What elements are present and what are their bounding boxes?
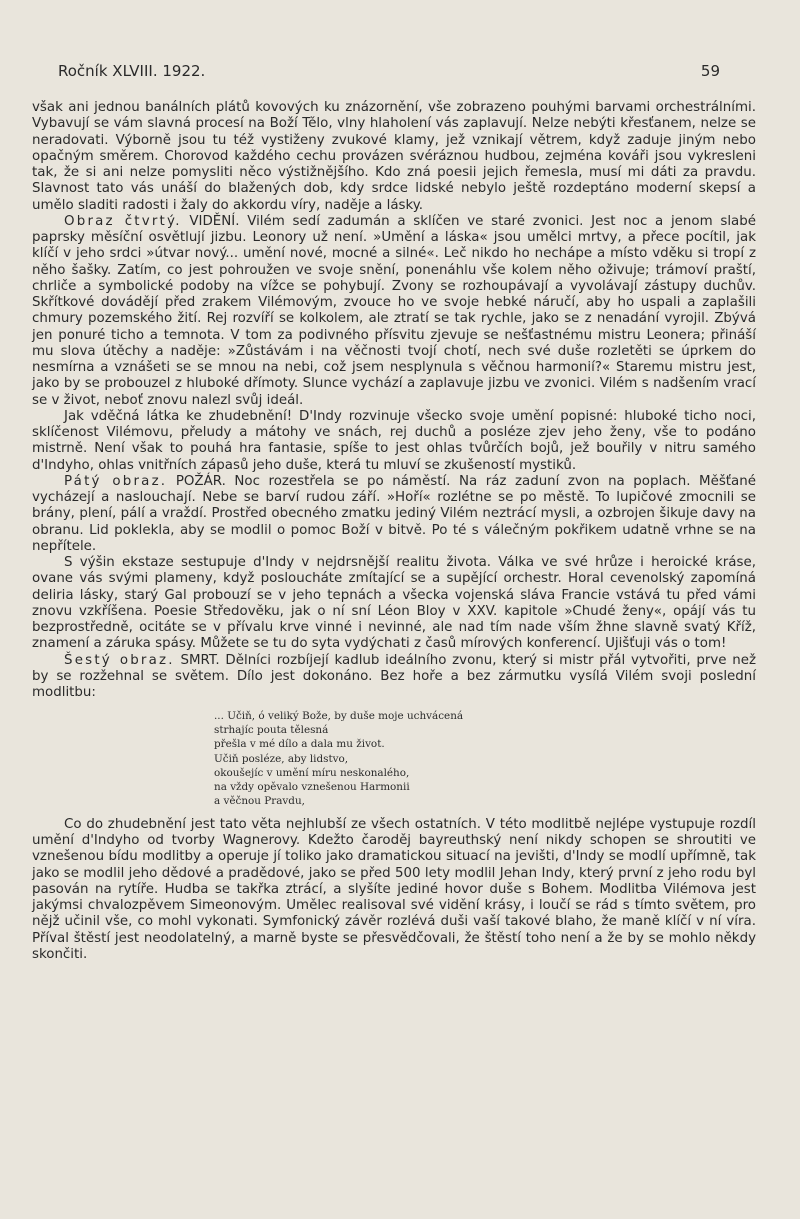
paragraph: [32, 474, 756, 555]
paragraph-text: Noc rozestřela se po náměstí. Na ráz zaduní zvon na poplach. Měšťané vycházejí a naslouchají. Nebe se barví rudou září. »Hoří« rozlétne se po městě. To lupičové zmocnili se brány, plení, pálí a vraždí. Prostřed obecného zmatku jediný Vilém neztrácí mysli, a ozbrojen šikuje davy na obranu. Lid poklekla, aby se modlil o pomoc Boží v bitvě. Po té s válečným pokřikem udatně vrhne se na nepřítele.: [32, 473, 756, 554]
section-title: VIDĚNÍ.: [189, 213, 240, 229]
poem-line: ... Učiň, ó veliký Bože, by duše moje uchvácená: [214, 710, 464, 723]
page-number: 59: [700, 62, 720, 80]
paragraph-text: Dělníci rozbíjejí kadlub ideálního zvonu, který si mistr přál vytvořiti, prve než by se rozžehnal se světem. Dílo jest dokonáno. Bez hoře a bez zármutku vysílá Vilém svoji poslední modlitbu:: [32, 652, 756, 700]
paragraph: [32, 409, 756, 474]
page-header: [58, 62, 720, 80]
paragraph: [32, 817, 756, 963]
paragraph-text: Co do zhudebnění jest tato věta nejhlubší ze všech ostatních. V této modlitbě nejlépe vystupuje rozdíl umění d'Indyho od tvorby Wagnerovy. Kdežto čaroděj bayreuthský není nikdy schopen se shroutiti ve vznešenou bídu modlitby a operuje jí toliko jako dramatickou situací na jevišti, d'Indy se modlí upřímně, tak jako se modlil jeho dědové a pradědové, jako se před 500 lety modlil Jehan Indy, který první z jeho rodu byl pasován na rytíře. Hudba se takřka ztrácí, a slyšíte jediné hovor duše s Bohem. Modlitba Vilémova jest jakýmsi chvalozpěvem Simeonovým. Umělec realisoval své vidění krásy, i loučí se rád s tímto světem, pro nějž učinil vše, co mohl vykonati. Symfonický závěr rozlévá duši vaší takové blaho, že maně klíčí v ní víra. Příval štěstí jest neodolatelný, a marně byste se přesvědčovali, že štěstí toho není a že by se mohlo někdy skončiti.: [32, 816, 756, 962]
paragraph-text: však ani jednou banálních plátů kovových ku znázornění, vše zobrazeno pouhými barvami orchestrálními. Vybavují se vám slavná procesí na Boží Tělo, vlny hlaholení vás zaplavují. Nelze nebýti křesťanem, nelze se neradovati. Výborně jsou tu též vystiženy zvukové klamy, jež vznikají větrem, když zaduje jiným nebo opačným směrem. Chorovod každého cechu provázen svéráznou hudbou, zejména kováři jsou vykresleni tak, že si ani nelze pomysliti něco výstižnějšího. Kdo zná poesii jejich řemesla, musí mi dáti za pravdu. Slavnost tato vás unáší do blažených dob, kdy srdce lidské nebylo ještě rozdeptáno moderní skepsí a umělo sladiti radosti i žaly do akkordu víry, naděje a lásky.: [32, 100, 756, 213]
poem-line: a věčnou Pravdu,: [214, 794, 305, 807]
poem-line: na vždy opěvalo vznešenou Harmonii: [214, 780, 410, 793]
running-head: Ročník XLVIII. 1922.: [58, 62, 206, 80]
paragraph: [32, 555, 756, 653]
poem-line: přešla v mé dílo a dala mu život.: [214, 738, 385, 751]
section-title: SMRT.: [180, 652, 220, 668]
section-label: Šestý obraz.: [64, 652, 175, 668]
prayer-quote: [214, 709, 756, 808]
paragraph: [32, 214, 756, 409]
poem-line: okoušejíc v umění míru neskonalého,: [214, 766, 410, 779]
section-label: Obraz čtvrtý.: [64, 213, 182, 229]
section-title: POŽÁR.: [175, 473, 226, 489]
poem-line: strhajíc pouta tělesná: [214, 724, 329, 737]
paragraph-text: S výšin ekstaze sestupuje d'Indy v nejdrsnější realitu života. Válka ve své hrůze i heroické kráse, ovane vás svými plameny, když posloucháte zmítající se a supějící orchestr. Horal cevenolský zapomíná deliria lásky, starý Gal probouzí se v jeho tepnách a všecka vojenská sláva Francie vstává tu před vámi znovu vzkříšena. Poesie Středověku, jak o ní sní Léon Bloy v XXV. kapitole »Chudé ženy«, opájí vás tu bezprostředně, ocitáte se v přívalu krve vinné i nevinné, ale nad tím nade vším žhne slavně svatý Kříž, znamení a záruka spásy. Můžete se tu do syta vydýchati z časů mírových konferencí. Ujišťuji vás o tom!: [32, 555, 756, 652]
body-text: [32, 100, 756, 963]
paragraph-text: Jak vděčná látka ke zhudebnění! D'Indy rozvinuje všecko svoje umění popisné: hluboké ticho noci, sklíčenost Vilémovu, přeludy a mátohy ve snách, rej duchů a posléze zjev jeho ženy, vše to podáno mistrně. Není však to pouhá hra fantasie, spíše to jest ohlas tvůrčích bojů, jež bouřily v nitru samého d'Indyho, ohlas vnitřních zápasů jeho duše, která tu mluví se zkušeností mystiků.: [32, 408, 756, 473]
poem-line: Učiň posléze, aby lidstvo,: [214, 752, 349, 765]
paragraph-text: Vilém sedí zadumán a sklíčen ve staré zvonici. Jest noc a jenom slabé paprsky měsíční osvětlují jizbu. Leonory už není. »Umění a láska« jsou umělci mrtvy, a přece pocítil, jak klíčí v jeho srdci »útvar nový... umění nové, mocné a silné«. Leč nikdo ho nechápe a místo vděku si tropí z něho šašky. Zatím, co jest pohroužen ve svoje snění, ponenáhlu vše kolem něho oživuje; trámoví praští, chrliče a symbolické podoby na vížce se pohybují. Zvony se rozhoupávají a vyvolávají zástupy duchův. Skřítkové dovádějí před zrakem Vilémovým, zvouce ho ve svoje hebké náručí, aby ho uspali a zaplašili chmury pozemského žití. Rej rozvíří se kolkolem, ale ztratí se tak rychle, jako se z nenadání vyrojil. Zbývá jen ponuré ticho a temnota. V tom za podivného přísvitu zjevuje se nešťastnému mistru Leonera; přináší mu slova útěchy a naděje: »Zůstávám i na věčnosti tvojí chotí, nech své duše rozletěti se úprkem do nesmírna a vznášeti se se mnou na nebi, což jsem nesplynula s věčnou harmonií?« Staremu mistru jest, jako by se probouzel z hluboké dřímoty. Slunce vychází a zaplavuje jizbu ve zvonici. Vilém s nadšením vrací se v život, neboť znovu nalezl svůj ideál.: [32, 213, 756, 408]
section-label: Pátý obraz.: [64, 473, 168, 489]
paragraph: [32, 653, 756, 702]
paragraph: [32, 100, 756, 214]
